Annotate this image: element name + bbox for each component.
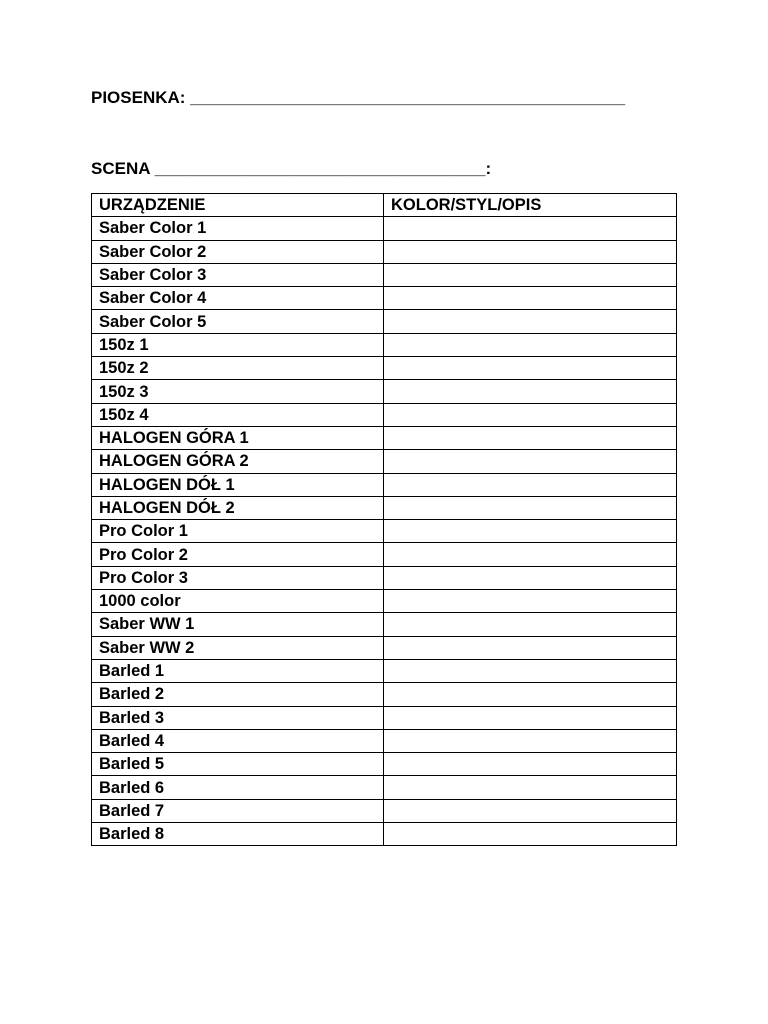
device-cell: HALOGEN GÓRA 2 <box>92 450 384 473</box>
table-row <box>92 357 677 380</box>
device-cell: Saber Color 2 <box>92 240 384 263</box>
description-cell[interactable] <box>384 613 677 636</box>
device-cell: Saber WW 2 <box>92 636 384 659</box>
description-cell[interactable] <box>384 543 677 566</box>
description-cell[interactable] <box>384 333 677 356</box>
table-row <box>92 659 677 682</box>
description-cell[interactable] <box>384 263 677 286</box>
table-row <box>92 823 677 846</box>
table-row <box>92 240 677 263</box>
device-cell: HALOGEN GÓRA 1 <box>92 426 384 449</box>
device-cell: 150z 3 <box>92 380 384 403</box>
table-row <box>92 263 677 286</box>
device-cell: 150z 2 <box>92 357 384 380</box>
description-cell[interactable] <box>384 636 677 659</box>
description-cell[interactable] <box>384 287 677 310</box>
table-body <box>92 217 677 846</box>
table-row <box>92 683 677 706</box>
table-row <box>92 287 677 310</box>
description-cell[interactable] <box>384 776 677 799</box>
device-cell: 150z 1 <box>92 333 384 356</box>
header-device: URZĄDZENIE <box>92 194 384 217</box>
description-cell[interactable] <box>384 403 677 426</box>
description-cell[interactable] <box>384 753 677 776</box>
device-cell: Barled 8 <box>92 823 384 846</box>
description-cell[interactable] <box>384 450 677 473</box>
table-row <box>92 729 677 752</box>
description-cell[interactable] <box>384 799 677 822</box>
table-row <box>92 450 677 473</box>
table-row <box>92 706 677 729</box>
device-cell: Barled 7 <box>92 799 384 822</box>
description-cell[interactable] <box>384 496 677 519</box>
device-cell: 1000 color <box>92 590 384 613</box>
header-description: KOLOR/STYL/OPIS <box>384 194 677 217</box>
device-cell: 150z 4 <box>92 403 384 426</box>
table-header-row <box>92 194 677 217</box>
table-row <box>92 590 677 613</box>
device-cell: Saber WW 1 <box>92 613 384 636</box>
device-cell: Pro Color 3 <box>92 566 384 589</box>
table-row <box>92 520 677 543</box>
song-title-field: PIOSENKA: ______________________________________________ <box>91 88 626 107</box>
description-cell[interactable] <box>384 240 677 263</box>
description-cell[interactable] <box>384 706 677 729</box>
description-cell[interactable] <box>384 310 677 333</box>
device-cell: Barled 3 <box>92 706 384 729</box>
description-cell[interactable] <box>384 590 677 613</box>
table-row <box>92 380 677 403</box>
table-row <box>92 636 677 659</box>
description-cell[interactable] <box>384 683 677 706</box>
table-row <box>92 217 677 240</box>
device-cell: HALOGEN DÓŁ 2 <box>92 496 384 519</box>
description-cell[interactable] <box>384 729 677 752</box>
description-cell[interactable] <box>384 659 677 682</box>
description-cell[interactable] <box>384 473 677 496</box>
table-row <box>92 776 677 799</box>
table-row <box>92 753 677 776</box>
description-cell[interactable] <box>384 566 677 589</box>
device-cell: Saber Color 1 <box>92 217 384 240</box>
device-cell: Saber Color 4 <box>92 287 384 310</box>
table-row <box>92 310 677 333</box>
table-row <box>92 473 677 496</box>
table-row <box>92 496 677 519</box>
table-row <box>92 566 677 589</box>
device-cell: Barled 1 <box>92 659 384 682</box>
table-row <box>92 613 677 636</box>
device-cell: Barled 4 <box>92 729 384 752</box>
table-row <box>92 799 677 822</box>
table-row <box>92 333 677 356</box>
device-cell: Pro Color 2 <box>92 543 384 566</box>
description-cell[interactable] <box>384 823 677 846</box>
table-row <box>92 403 677 426</box>
device-cell: HALOGEN DÓŁ 1 <box>92 473 384 496</box>
device-cell: Barled 5 <box>92 753 384 776</box>
table-row <box>92 426 677 449</box>
description-cell[interactable] <box>384 217 677 240</box>
device-cell: Saber Color 3 <box>92 263 384 286</box>
description-cell[interactable] <box>384 380 677 403</box>
table-row <box>92 543 677 566</box>
device-cell: Saber Color 5 <box>92 310 384 333</box>
description-cell[interactable] <box>384 357 677 380</box>
device-table <box>91 193 677 846</box>
description-cell[interactable] <box>384 426 677 449</box>
scene-field: SCENA ___________________________________: <box>91 159 492 178</box>
device-cell: Pro Color 1 <box>92 520 384 543</box>
device-cell: Barled 2 <box>92 683 384 706</box>
description-cell[interactable] <box>384 520 677 543</box>
device-cell: Barled 6 <box>92 776 384 799</box>
